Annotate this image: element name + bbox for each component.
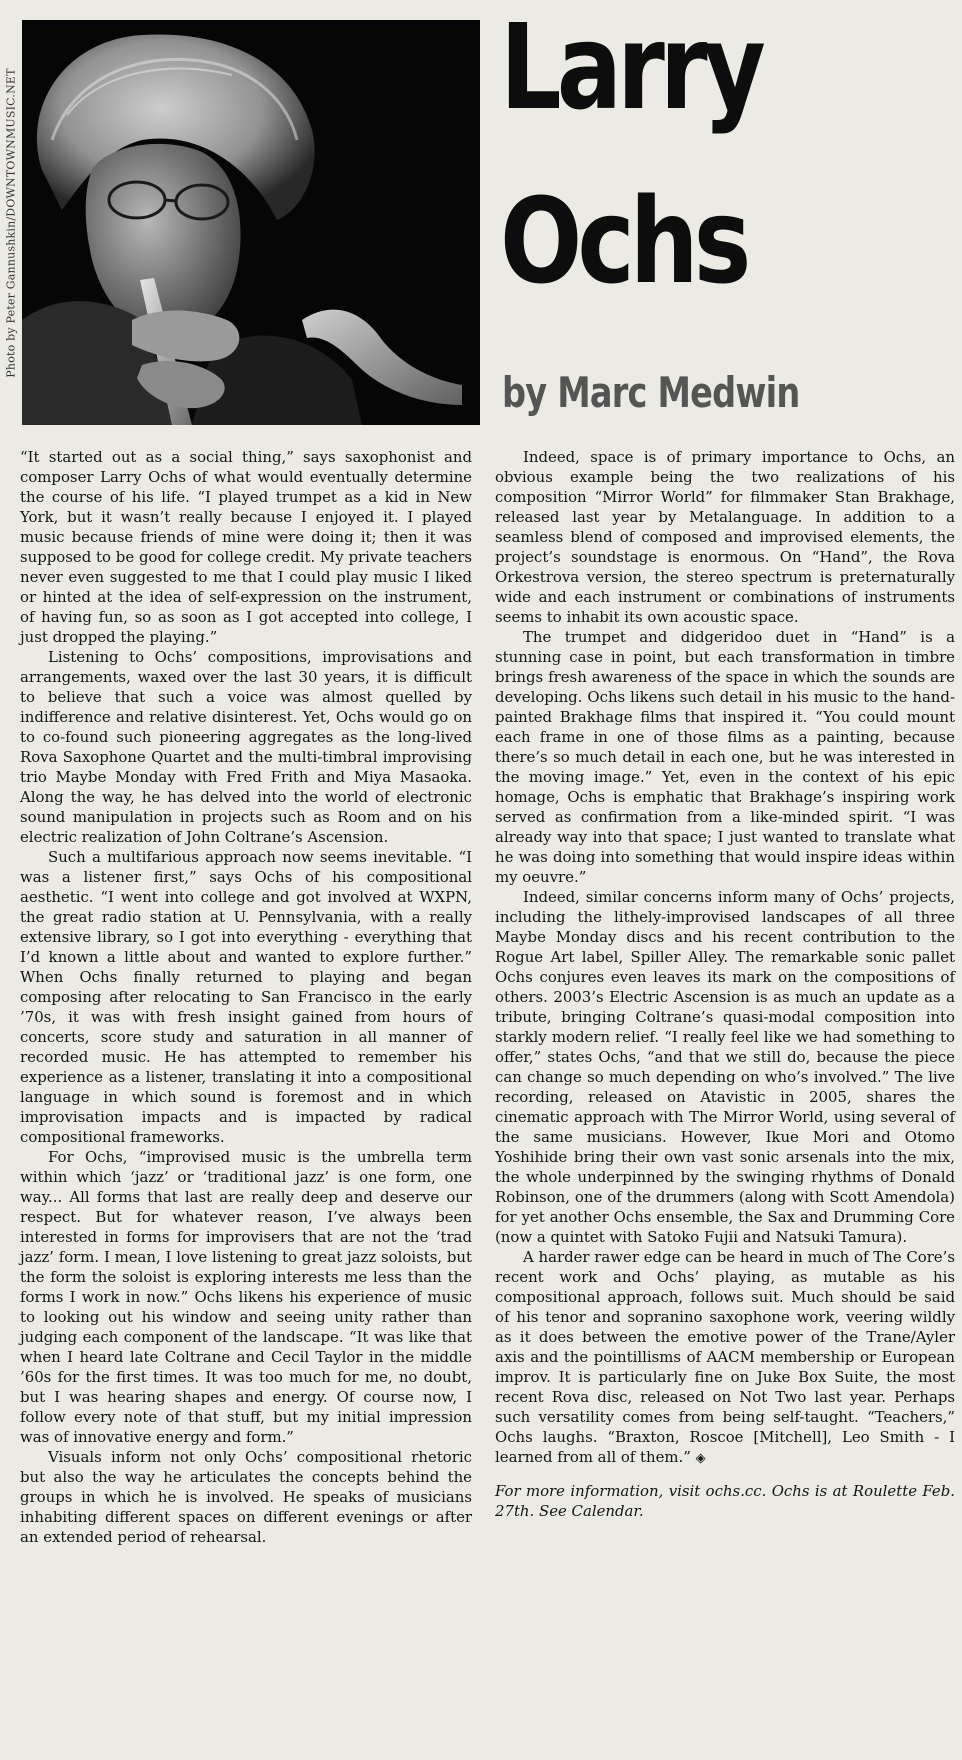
paragraph: Such a multifarious approach now seems inevitable. “I was a listener first,” says Ochs of his compositional aesthetic. “I went into college and got involved at WXPN, the great radio station at U. Pennsylvania, with a really extensive library, so I got into everything - everything that I’d known a little about and wanted to explore further.” When Ochs finally returned to playing and began composing after relocating to San Francisco in the early ’70s, it was with fresh insight gained from hours of concerts, score study and saturation in all manner of recorded music. He has attempted to remember his experience as a listener, translating it into a compositional language in which sound is foremost and in which improvisation impacts and is impacted by radical compositional frameworks. [20, 848, 472, 1146]
byline: by Marc Medwin [502, 368, 800, 417]
paragraph: “It started out as a social thing,” says saxophonist and composer Larry Ochs of what would eventually determine the course of his life. “I played trumpet as a kid in New York, but it wasn’t really because I enjoyed it. I played music because friends of mine were doing it; then it was supposed to be good for college credit. My private teachers never even suggested to me that I could play music I liked or hinted at the idea of self-expression on the instrument, of having fun, so as soon as I got accepted into college, I just dropped the playing.” [20, 448, 472, 646]
end-mark-icon: ◈ [695, 1451, 706, 1466]
headline-first-name: Larry [500, 0, 761, 136]
photo-saxophonist-image [22, 20, 480, 425]
article-column-right [495, 447, 955, 1521]
paragraph: Indeed, similar concerns inform many of Ochs’ projects, including the lithely-improvised landscapes of all three Maybe Monday discs and his recent contribution to the Rogue Art label, Spiller Alley. The remarkable sonic pallet Ochs conjures even leaves its mark on the compositions of others. 2003’s Electric Ascension is as much an update as a tribute, bringing Coltrane’s quasi-modal composition into starkly modern relief. “I really feel like we had something to offer,” states Ochs, “and that we still do, because the piece can change so much depending on who’s involved.” The live recording, released on Atavistic in 2005, shares the cinematic approach with The Mirror World, using several of the same musicians. However, Ikue Mori and Otomo Yoshihide bring their own vast sonic arsenals into the mix, the whole underpinned by the swinging rhythms of Donald Robinson, one of the drummers (along with Scott Amendola) for yet another Ochs ensemble, the Sax and Drumming Core (now a quintet with Satoko Fujii and Natsuki Tamura). [495, 888, 955, 1246]
musician-photo [22, 20, 480, 425]
headline-last-name: Ochs [500, 172, 747, 310]
paragraph-text: A harder rawer edge can be heard in much of The Core’s recent work and Ochs’ playing, as mutable as his compositional approach, follows suit. Much should be said of his tenor and sopranino saxophone work, veering wildly as it does between the emotive power of the Trane/Ayler axis and the pointillisms of AACM membership or European improv. It is particularly fine on Juke Box Suite, the most recent Rova disc, released on Not Two last year. Perhaps such versatility comes from being self-taught. “Teachers,” Ochs laughs. “Braxton, Roscoe [Mitchell], Leo Smith - I learned from all of them.” [495, 1248, 955, 1466]
photo-credit-text: Photo by Peter Gannushkin/DOWNTOWNMUSIC.NET [4, 67, 18, 378]
paragraph: Indeed, space is of primary importance to Ochs, an obvious example being the two realizations of his composition “Mirror World” for filmmaker Stan Brakhage, released last year by Metalanguage. In addition to a seamless blend of composed and improvised elements, the project’s soundstage is enormous. On “Hand”, the Rova Orkestrova version, the stereo spectrum is preternaturally wide and each instrument or combinations of instruments seems to inhabit its own acoustic space. [495, 448, 955, 626]
paragraph-last [495, 1247, 955, 1469]
photo-credit [2, 20, 20, 425]
info-note: For more information, visit ochs.cc. Ochs is at Roulette Feb. 27th. See Calendar. [495, 1482, 955, 1520]
paragraph: For Ochs, “improvised music is the umbrella term within which ‘jazz’ or ‘traditional jazz’ is one form, one way... All forms that last are really deep and deserve our respect. But for whatever reason, I’ve always been interested in forms for improvisers that are not the ‘trad jazz’ form. I mean, I love listening to great jazz soloists, but the form the soloist is exploring interests me less than the forms I work in now.” Ochs likens his experience of music to looking out his window and seeing unity rather than judging each component of the landscape. “It was like that when I heard late Coltrane and Cecil Taylor in the middle ’60s for the first times. It was too much for me, no doubt, but I was hearing shapes and energy. Of course now, I follow every note of that stuff, but my initial impression was of innovative energy and form.” [20, 1148, 472, 1446]
paragraph: Listening to Ochs’ compositions, improvisations and arrangements, waxed over the last 30 years, it is difficult to believe that such a voice was almost quelled by indifference and relative disinterest. Yet, Ochs would go on to co-found such pioneering aggregates as the long-lived Rova Saxophone Quartet and the multi-timbral improvising trio Maybe Monday with Fred Frith and Miya Masaoka. Along the way, he has delved into the world of electronic sound manipulation in projects such as Room and on his electric realization of John Coltrane’s Ascension. [20, 648, 472, 846]
article-column-left [20, 447, 472, 1547]
paragraph: The trumpet and didgeridoo duet in “Hand” is a stunning case in point, but each transformation in timbre brings fresh awareness of the space in which the sounds are developing. Ochs likens such detail in his music to the hand-painted Brakhage films that inspired it. “You could mount each frame in one of those films as a painting, because there’s so much detail in each one, but he was interested in the moving image.” Yet, even in the context of his epic homage, Ochs is emphatic that Brakhage’s inspiring work served as confirmation from a like-minded spirit. “I was already way into that space; I just wanted to translate what he was doing into something that would inspire ideas within my oeuvre.” [495, 628, 955, 886]
paragraph: Visuals inform not only Ochs’ compositional rhetoric but also the way he articulates the concepts behind the groups in which he is involved. He speaks of musicians inhabiting different spaces on different evenings or after an extended period of rehearsal. [20, 1448, 472, 1546]
